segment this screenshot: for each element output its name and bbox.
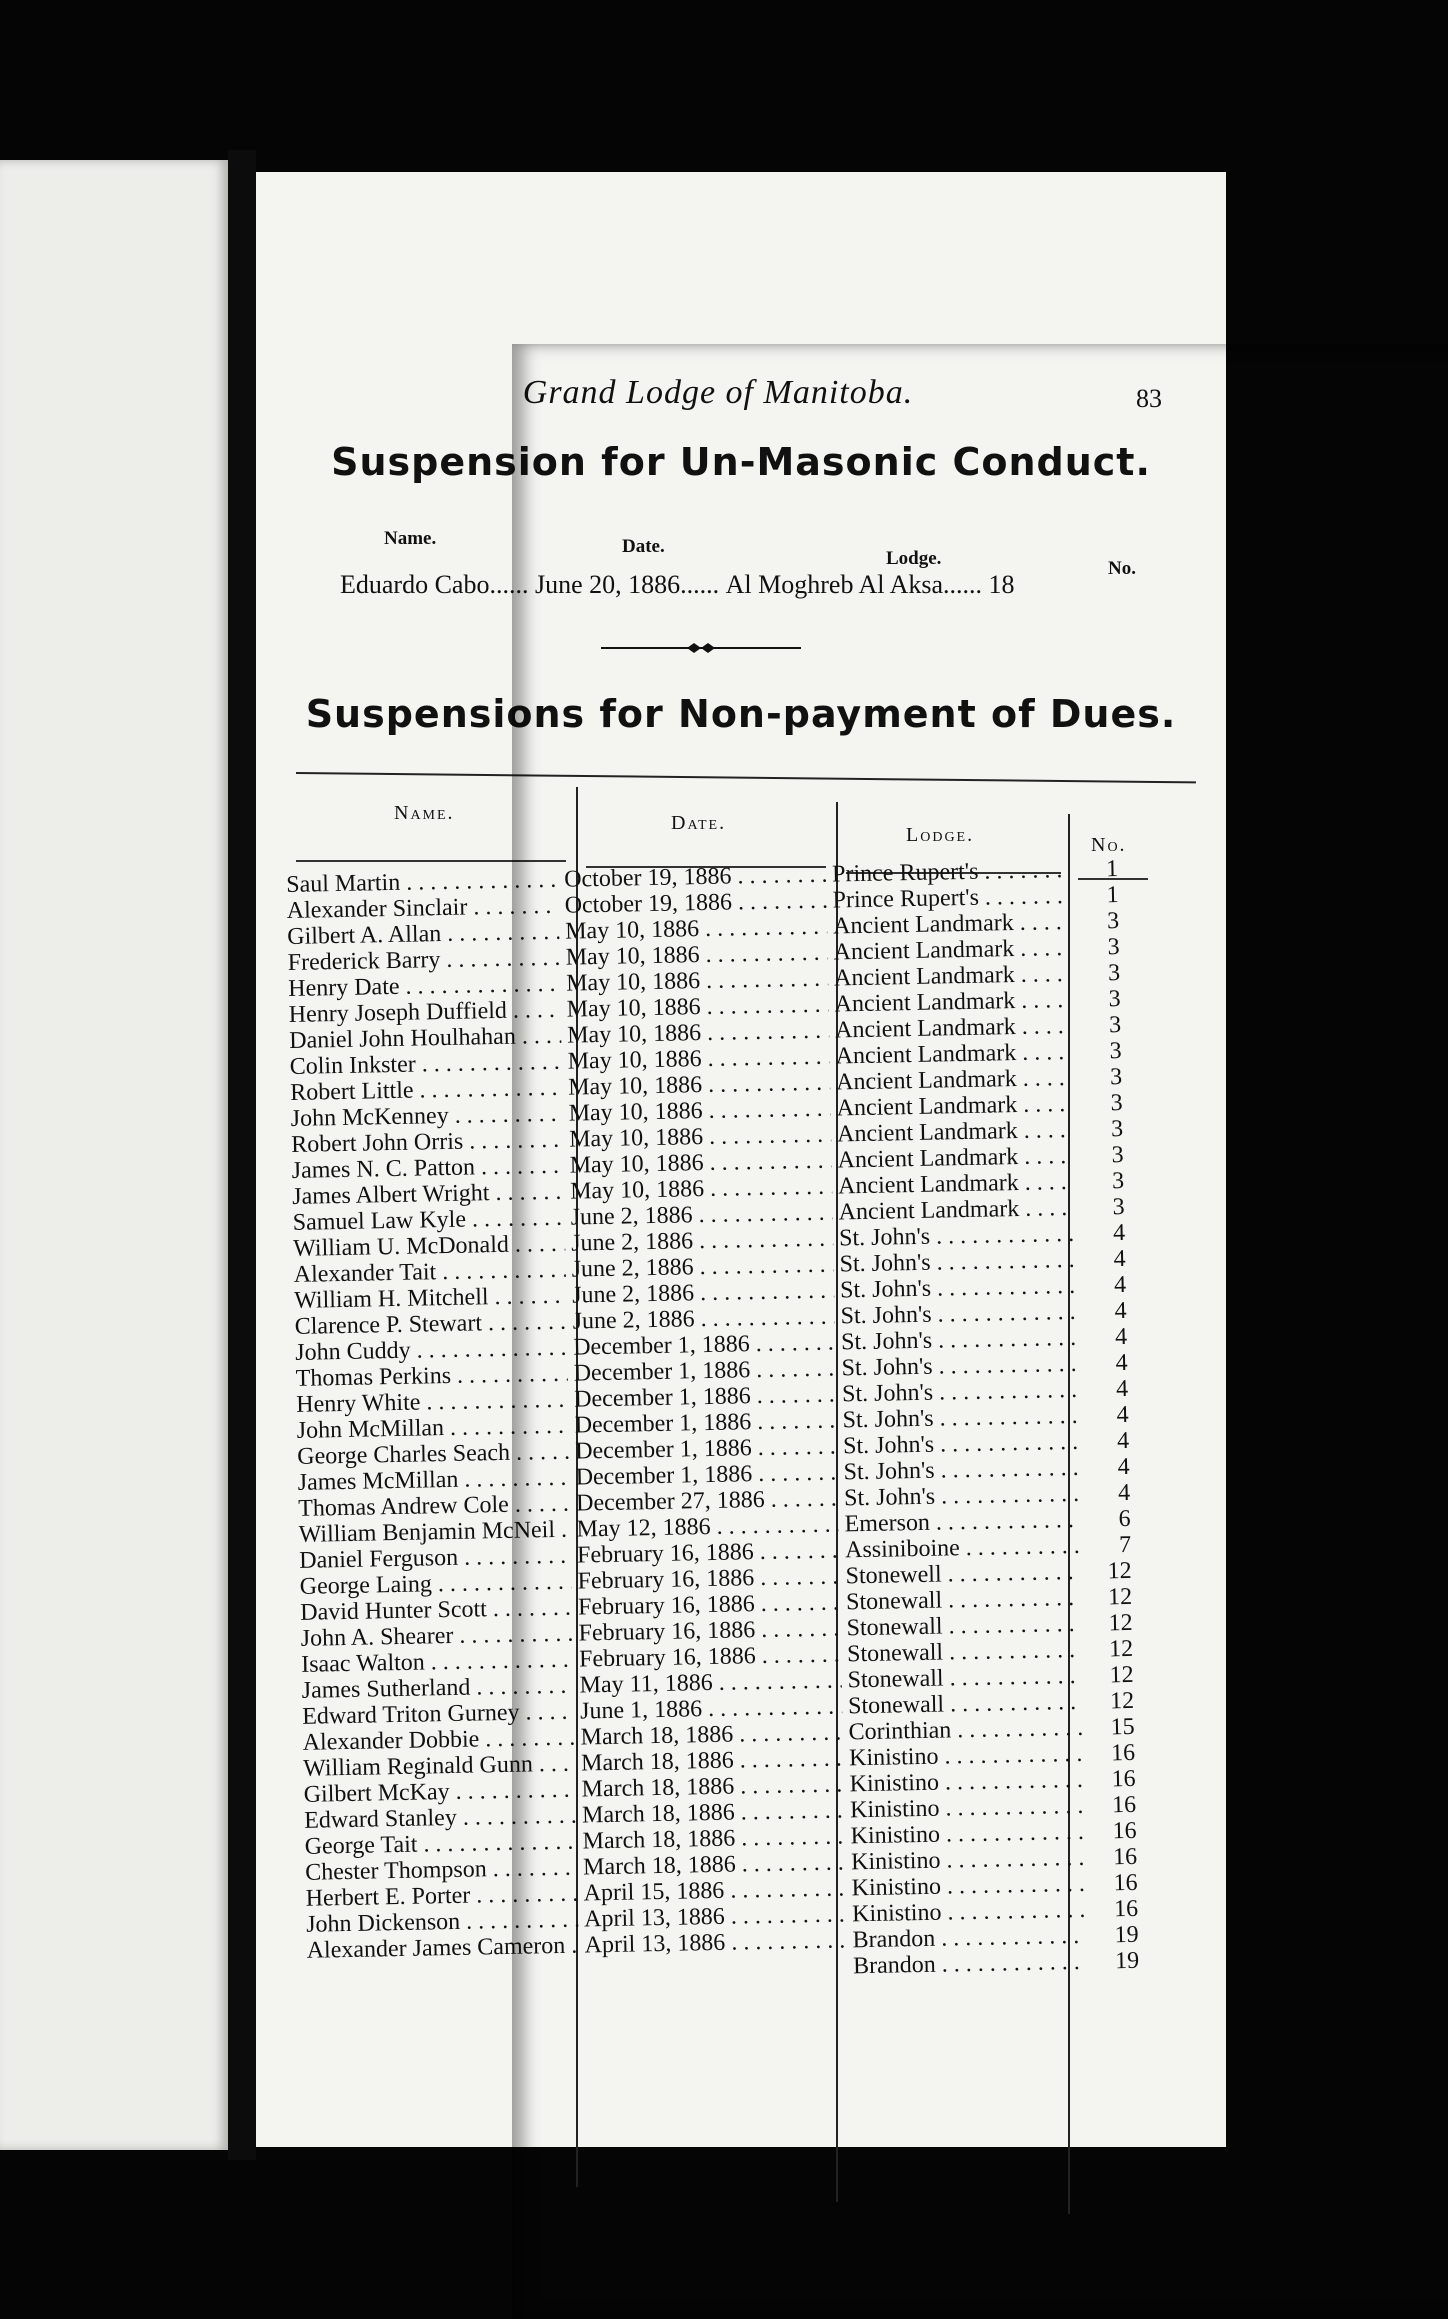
cell-name: Robert John Orris . . . — [291, 1127, 563, 1158]
cell-date: May 10, 1886 . . . — [560, 966, 828, 997]
cell-date: October 19, 1886 . . . — [558, 862, 826, 893]
cell-no: 16 — [1112, 1843, 1138, 1871]
cell-lodge: Prince Rupert's . . . — [826, 883, 1066, 914]
cell-name: Henry Joseph Duffield . . . — [288, 997, 560, 1028]
col-header-name: Name. — [394, 802, 455, 824]
cell-no: 4 — [1113, 1245, 1126, 1273]
cell-date: December 1, 1886 . . . — [567, 1330, 835, 1361]
cell-no: 16 — [1111, 1791, 1137, 1819]
cell-lodge: Ancient Landmark . . . — [828, 961, 1068, 992]
cell-no: 3 — [1106, 908, 1120, 935]
cell-date: March 18, 1886 . . . — [576, 1823, 844, 1854]
cell-lodge: St. John's . . . — [835, 1351, 1075, 1382]
cell-date: June 1, 1886 . . . — [574, 1693, 842, 1724]
cell-name: Alexander Sinclair . . . — [286, 893, 558, 924]
cell-no: 3 — [1109, 1063, 1123, 1091]
cell-date: March 18, 1886 . . . — [574, 1719, 842, 1750]
col-header-lodge: Lodge. — [906, 824, 975, 846]
cell-date: February 16, 1886 . . . — [571, 1564, 839, 1595]
cell-name: William H. Mitchell . . . — [294, 1283, 566, 1314]
s1-entry-date: June 20, 1886 — [534, 570, 681, 599]
cell-date: May 10, 1886 . . . — [561, 1018, 829, 1049]
cell-date: February 16, 1886 . . . — [572, 1615, 840, 1646]
cell-no: 3 — [1107, 960, 1121, 987]
cell-name: James N. C. Patton . . . — [291, 1153, 563, 1184]
s1-header-date: Date. — [622, 536, 665, 557]
cell-no: 4 — [1113, 1271, 1127, 1299]
col-header-no: No. — [1091, 834, 1127, 856]
cell-lodge: Brandon . . . — [847, 1949, 1087, 1980]
cell-lodge: Stonewall . . . — [842, 1689, 1082, 1720]
cell-date: May 10, 1886 . . . — [564, 1174, 832, 1205]
cell-no: 12 — [1107, 1557, 1132, 1585]
cell-date: December 1, 1886 . . . — [569, 1434, 837, 1465]
page-number: 83 — [1136, 384, 1162, 413]
dues-table-body — [286, 855, 1207, 1990]
cell-lodge: Emerson . . . — [838, 1507, 1078, 1538]
section-title-dues: Suspensions for Non-payment of Dues. — [305, 692, 1177, 736]
cell-name: John Dickenson . . . — [306, 1907, 578, 1938]
cell-name: Samuel Law Kyle . . . — [292, 1205, 564, 1236]
s1-entry-lodge: Al Moghreb Al Aksa — [725, 570, 944, 599]
cell-date: March 18, 1886 . . . — [575, 1745, 843, 1776]
cell-no: 16 — [1113, 1895, 1139, 1923]
cell-date: June 2, 1886 . . . — [565, 1252, 833, 1283]
cell-no: 3 — [1109, 1037, 1122, 1065]
s1-entry-name: Eduardo Cabo — [340, 570, 490, 599]
cell-no: 4 — [1117, 1453, 1130, 1481]
cell-no: 3 — [1112, 1193, 1125, 1221]
cell-name: James McMillan . . . — [297, 1465, 569, 1496]
cell-name: Herbert E. Porter . . . — [305, 1881, 577, 1912]
cell-lodge: Ancient Landmark . . . — [831, 1117, 1071, 1148]
cell-date: April 15, 1886 . . . — [577, 1875, 845, 1906]
cell-lodge: Ancient Landmark . . . — [831, 1143, 1071, 1174]
cell-lodge: St. John's . . . — [834, 1299, 1074, 1330]
cell-no: 19 — [1114, 1947, 1140, 1975]
cell-name: Henry Date . . . — [288, 971, 560, 1002]
cell-lodge: St. John's . . . — [835, 1325, 1075, 1356]
s1-header-no: No. — [1108, 558, 1136, 579]
facing-page-edge — [0, 160, 228, 2150]
cell-lodge: St. John's . . . — [836, 1377, 1076, 1408]
cell-no: 16 — [1112, 1817, 1137, 1845]
cell-no: 7 — [1118, 1531, 1132, 1559]
cell-no: 4 — [1114, 1297, 1127, 1325]
cell-no: 4 — [1115, 1375, 1129, 1403]
cell-name: George Laing . . . — [299, 1569, 571, 1600]
cell-no: 16 — [1113, 1869, 1138, 1897]
cell-lodge: St. John's . . . — [837, 1455, 1077, 1486]
cell-date: May 10, 1886 . . . — [563, 1122, 831, 1153]
cell-lodge: Kinistino . . . — [844, 1819, 1084, 1850]
cell-lodge: Ancient Landmark . . . — [829, 1039, 1069, 1070]
cell-date: June 2, 1886 . . . — [566, 1304, 834, 1335]
cell-date: December 1, 1886 . . . — [567, 1356, 835, 1387]
cell-lodge: Brandon . . . — [846, 1923, 1086, 1954]
cell-no: 16 — [1110, 1739, 1136, 1767]
cell-lodge: Ancient Landmark . . . — [829, 1013, 1069, 1044]
cell-date: February 16, 1886 . . . — [571, 1538, 839, 1569]
s1-entry-row: Eduardo Cabo...... June 20, 1886...... Al Moghreb Al Aksa...... 18 — [340, 570, 1015, 599]
cell-date: May 10, 1886 . . . — [560, 992, 828, 1023]
s1-header-name: Name. — [384, 528, 437, 549]
cell-date: April 13, 1886 . . . — [578, 1901, 846, 1932]
col-header-date: Date. — [671, 812, 727, 834]
cell-lodge: Ancient Landmark . . . — [827, 935, 1067, 966]
cell-no: 4 — [1116, 1427, 1130, 1455]
cell-no: 1 — [1105, 856, 1119, 883]
cell-name: Thomas Perkins . . . — [295, 1361, 567, 1392]
cell-lodge: Ancient Landmark . . . — [828, 987, 1068, 1018]
cell-lodge: Assiniboine . . . — [839, 1533, 1079, 1564]
cell-date: May 12, 1886 . . . — [570, 1512, 838, 1543]
cell-name: Robert Little . . . — [290, 1075, 562, 1106]
cell-name: William U. McDonald . . . — [293, 1231, 565, 1262]
cell-lodge: Ancient Landmark . . . — [827, 909, 1067, 940]
cell-date: October 19, 1886 . . . — [558, 888, 826, 919]
cell-name: William Reginald Gunn . . . — [303, 1751, 575, 1782]
cell-lodge: Ancient Landmark . . . — [832, 1169, 1072, 1200]
cell-lodge: Ancient Landmark . . . — [830, 1065, 1070, 1096]
cell-no: 3 — [1107, 934, 1120, 961]
running-head: Grand Lodge of Manitoba. — [522, 374, 914, 411]
cell-lodge: Stonewall . . . — [841, 1663, 1081, 1694]
cell-lodge: St. John's . . . — [833, 1247, 1073, 1278]
cell-no: 12 — [1107, 1583, 1133, 1611]
cell-no: 4 — [1115, 1349, 1128, 1377]
cell-name: Chester Thompson . . . — [305, 1855, 577, 1886]
cell-name: Gilbert A. Allan . . . — [287, 919, 559, 950]
book-gutter — [228, 150, 256, 2160]
cell-date: May 11, 1886 . . . — [573, 1667, 841, 1698]
cell-name: Daniel John Houlhahan . . . — [289, 1023, 561, 1054]
cell-name: William Benjamin McNeil . . . — [298, 1517, 570, 1548]
cell-lodge: Ancient Landmark . . . — [832, 1195, 1072, 1226]
cell-date: May 10, 1886 . . . — [563, 1148, 831, 1179]
cell-lodge: Stonewall . . . — [840, 1585, 1080, 1616]
cell-name: John McKenney . . . — [290, 1101, 562, 1132]
cell-name: James Albert Wright . . . — [292, 1179, 564, 1210]
cell-date: March 18, 1886 . . . — [576, 1797, 844, 1828]
cell-date: December 1, 1886 . . . — [569, 1460, 837, 1491]
cell-date: March 18, 1886 . . . — [575, 1771, 843, 1802]
cell-date: December 1, 1886 . . . — [568, 1382, 836, 1413]
cell-no: 16 — [1111, 1765, 1136, 1793]
cell-name: George Charles Seach . . . — [297, 1439, 569, 1470]
cell-date: June 2, 1886 . . . — [564, 1200, 832, 1231]
cell-name: Thomas Andrew Cole . . . — [298, 1491, 570, 1522]
cell-lodge: Corinthian . . . — [842, 1715, 1082, 1746]
cell-name: George Tait . . . — [304, 1829, 576, 1860]
document-page — [256, 172, 1226, 2147]
cell-date: June 2, 1886 . . . — [565, 1226, 833, 1257]
cell-name: Frederick Barry . . . — [287, 945, 559, 976]
cell-no: 3 — [1111, 1167, 1125, 1195]
s1-entry-no: 18 — [988, 570, 1015, 599]
cell-name: Alexander Tait . . . — [293, 1257, 565, 1288]
divider-ornament — [601, 642, 801, 654]
cell-name: Clarence P. Stewart . . . — [294, 1309, 566, 1340]
cell-name: Colin Inkster . . . — [289, 1049, 561, 1080]
cell-no: 1 — [1106, 882, 1119, 909]
table-top-rule — [296, 772, 1196, 783]
cell-date: May 10, 1886 . . . — [559, 940, 827, 971]
cell-no: 4 — [1117, 1479, 1131, 1507]
cell-lodge: Kinistino . . . — [844, 1793, 1084, 1824]
cell-no: 19 — [1114, 1921, 1139, 1949]
cell-lodge: Stonewall . . . — [840, 1611, 1080, 1642]
cell-date: December 1, 1886 . . . — [568, 1408, 836, 1439]
cell-lodge: Kinistino . . . — [843, 1767, 1083, 1798]
section-title-unmasonic: Suspension for Un-Masonic Conduct. — [331, 440, 1151, 484]
cell-lodge: St. John's . . . — [834, 1273, 1074, 1304]
cell-name: James Sutherland . . . — [301, 1673, 573, 1704]
cell-name — [307, 1959, 579, 1990]
cell-no: 12 — [1108, 1609, 1133, 1637]
cell-no: 3 — [1110, 1089, 1123, 1117]
cell-date: February 16, 1886 . . . — [572, 1589, 840, 1620]
header-underline — [296, 860, 566, 862]
cell-name: John A. Shearer . . . — [300, 1621, 572, 1652]
cell-name: Isaac Walton . . . — [301, 1647, 573, 1678]
cell-lodge: Stonewall . . . — [841, 1637, 1081, 1668]
cell-lodge: St. John's . . . — [838, 1481, 1078, 1512]
cell-name: Alexander Dobbie . . . — [302, 1725, 574, 1756]
cell-name: Alexander James Cameron . . . — [306, 1933, 578, 1964]
cell-lodge: Kinistino . . . — [846, 1897, 1086, 1928]
cell-date: May 10, 1886 . . . — [562, 1070, 830, 1101]
cell-name: John McMillan . . . — [296, 1413, 568, 1444]
cell-date: February 16, 1886 . . . — [573, 1641, 841, 1672]
cell-name: Edward Triton Gurney . . . — [302, 1699, 574, 1730]
cell-lodge: St. John's . . . — [836, 1403, 1076, 1434]
cell-date: May 10, 1886 . . . — [562, 1096, 830, 1127]
cell-no: 3 — [1110, 1115, 1124, 1143]
cell-no: 6 — [1118, 1505, 1131, 1533]
cell-lodge: Kinistino . . . — [845, 1845, 1085, 1876]
cell-no: 3 — [1111, 1141, 1124, 1169]
cell-date: March 18, 1886 . . . — [577, 1849, 845, 1880]
cell-name: John Cuddy . . . — [295, 1335, 567, 1366]
cell-lodge: Stonewell . . . — [839, 1559, 1079, 1590]
cell-name: Henry White . . . — [296, 1387, 568, 1418]
cell-name: Gilbert McKay . . . — [303, 1777, 575, 1808]
cell-lodge: Kinistino . . . — [843, 1741, 1083, 1772]
cell-date: December 27, 1886 . . . — [570, 1486, 838, 1517]
cell-name: Saul Martin . . . — [286, 867, 558, 898]
cell-no: 4 — [1116, 1401, 1129, 1429]
cell-lodge: St. John's . . . — [833, 1221, 1073, 1252]
cell-no: 12 — [1108, 1635, 1134, 1663]
cell-lodge: Prince Rupert's . . . — [826, 857, 1066, 888]
cell-no: 4 — [1112, 1219, 1126, 1247]
cell-name: Edward Stanley . . . — [304, 1803, 576, 1834]
cell-no: 12 — [1109, 1661, 1134, 1689]
cell-no: 3 — [1108, 986, 1121, 1013]
cell-no: 15 — [1110, 1713, 1135, 1741]
cell-no: 12 — [1109, 1687, 1135, 1715]
cell-lodge: Kinistino . . . — [845, 1871, 1085, 1902]
cell-date: June 2, 1886 . . . — [566, 1278, 834, 1309]
cell-lodge: St. John's . . . — [837, 1429, 1077, 1460]
cell-name: Daniel Ferguson . . . — [299, 1543, 571, 1574]
cell-lodge: Ancient Landmark . . . — [830, 1091, 1070, 1122]
cell-date — [579, 1953, 847, 1984]
cell-name: David Hunter Scott . . . — [300, 1595, 572, 1626]
cell-no: 4 — [1114, 1323, 1128, 1351]
cell-date: May 10, 1886 . . . — [559, 914, 827, 945]
cell-no: 3 — [1108, 1011, 1122, 1039]
s1-header-lodge: Lodge. — [886, 548, 942, 569]
cell-date: April 13, 1886 . . . — [578, 1927, 846, 1958]
cell-date: May 10, 1886 . . . — [561, 1044, 829, 1075]
